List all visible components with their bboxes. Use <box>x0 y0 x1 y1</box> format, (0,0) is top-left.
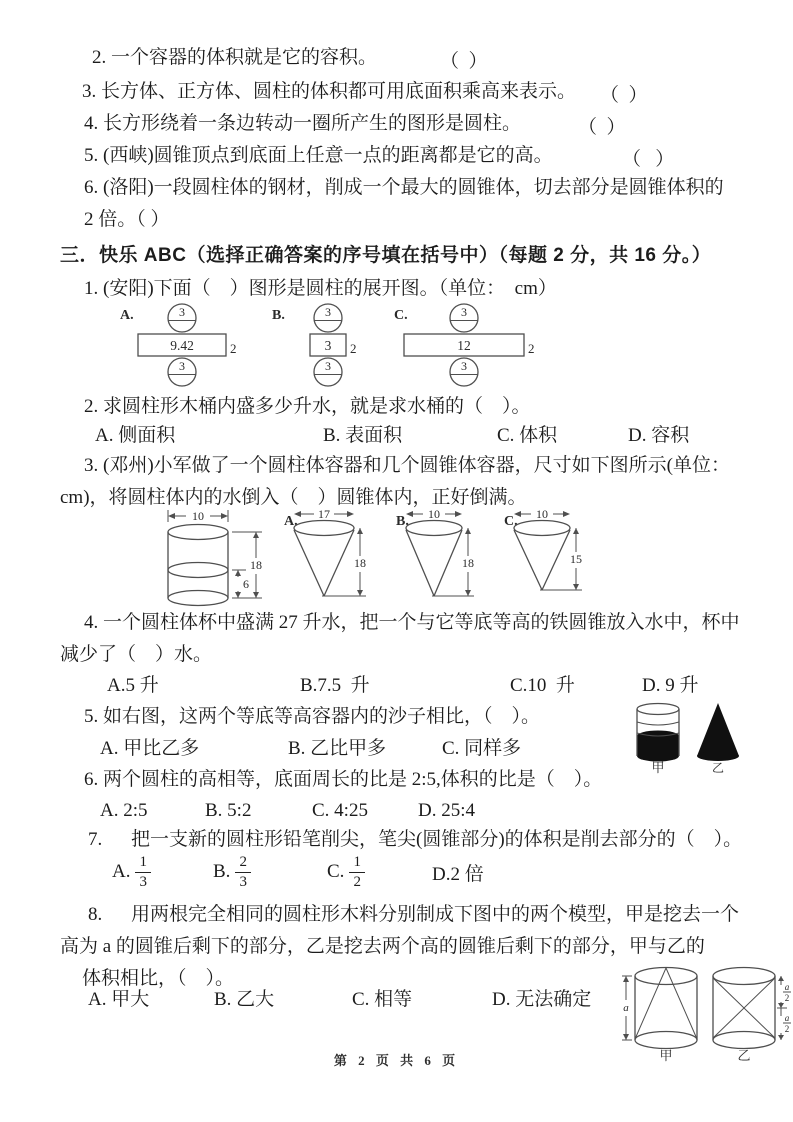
net-b-rect-dim: 3 <box>324 338 332 353</box>
q7-option-a-fraction <box>135 855 151 890</box>
mc-q7-option-a <box>112 849 151 895</box>
q7-option-a-label: A. <box>112 861 131 882</box>
q8-model-yi <box>713 968 791 1064</box>
mc-q4-option-d: D. 9 升 <box>642 675 699 696</box>
fraction-numerator: 1 <box>349 855 365 873</box>
mc-q3-line2: cm)，将圆柱体内的水倒入（ ）圆锥体内，正好倒满。 <box>60 487 527 508</box>
q8-label-jia: 甲 <box>659 1048 673 1063</box>
mc-q6-option-a: A. 2:5 <box>100 800 148 821</box>
mc-q4-option-a: A.5 升 <box>107 675 159 696</box>
q1-cylinder-net-diagram <box>112 299 537 393</box>
q1-net-c <box>394 304 535 386</box>
mc-q1-text: 1. (安阳)下面（ ）图形是圆柱的展开图。（单位： cm） <box>84 278 557 299</box>
net-a-height-dim: 2 <box>230 341 237 356</box>
mc-q7-option-c <box>327 849 365 895</box>
q1-net-a <box>120 304 237 386</box>
net-c-top-circle-dim: 3 <box>461 305 467 319</box>
q8-yi-upper-frac-den: 2 <box>784 993 790 1003</box>
mc-q2-option-a: A. 侧面积 <box>95 425 176 446</box>
q3-cyl-height-dim: 18 <box>250 558 262 572</box>
net-b-top-circle-dim: 3 <box>325 305 331 319</box>
q3-cone-a-diameter-dim: 17 <box>318 507 330 521</box>
judge-item-5: 5. (西峡)圆锥顶点到底面上任意一点的距离都是它的高。 <box>84 145 553 166</box>
net-a-top-circle-dim: 3 <box>179 305 185 319</box>
q5-cylinder-jia <box>637 704 679 776</box>
net-b-height-dim: 2 <box>350 341 357 356</box>
mc-q4-option-c: C.10 升 <box>510 675 575 696</box>
fraction-denominator: 3 <box>239 873 247 890</box>
mc-q5-option-b: B. 乙比甲多 <box>288 738 387 759</box>
q8-label-yi: 乙 <box>737 1048 751 1063</box>
q3-cyl-water-dim: 6 <box>243 577 249 591</box>
q8-yi-upper-frac-num: a <box>784 982 790 992</box>
q8-jia-height-dim: a <box>623 1002 629 1014</box>
q5-sand-containers-diagram <box>626 698 748 778</box>
fraction-denominator: 3 <box>139 873 147 890</box>
mc-q4-line2: 减少了（ ）水。 <box>60 644 213 665</box>
judge-item-2-paren: （ ） <box>440 51 488 72</box>
q3-cone-b-diameter-dim: 10 <box>428 507 440 521</box>
mc-q8-option-a: A. 甲大 <box>88 989 150 1010</box>
fraction-numerator: 2 <box>235 855 251 873</box>
mc-q8-line2: 高为 a 的圆锥后剩下的部分，乙是挖去两个高的圆锥后剩下的部分，甲与乙的 <box>60 936 705 957</box>
q3-cone-c-height-dim: 15 <box>570 552 582 566</box>
mc-q2-option-b: B. 表面积 <box>323 425 403 446</box>
mc-q4-option-b: B.7.5 升 <box>300 675 370 696</box>
mc-q2-option-c: C. 体积 <box>497 425 558 446</box>
mc-q8-option-c: C. 相等 <box>352 989 413 1010</box>
mc-q7-option-d <box>432 849 484 895</box>
q7-option-c-label: C. <box>327 861 345 882</box>
mc-q5-option-c: C. 同样多 <box>442 738 522 759</box>
net-a-label: A. <box>120 308 134 323</box>
mc-q2-option-d: D. 容积 <box>628 425 690 446</box>
judge-item-4: 4. 长方形绕着一条边转动一圈所产生的图形是圆柱。 <box>84 113 522 134</box>
mc-q6-text: 6. 两个圆柱的高相等，底面周长的比是 2:5,体积的比是（ ）。 <box>84 769 603 790</box>
net-c-height-dim: 2 <box>528 341 535 356</box>
judge-item-3-paren: （ ） <box>600 85 648 106</box>
q3-containers-diagram <box>156 506 588 608</box>
mc-q5-option-a: A. 甲比乙多 <box>100 738 200 759</box>
mc-q4-line1: 4. 一个圆柱体杯中盛满 27 升水，把一个与它等底等高的铁圆锥放入水中，杯中 <box>84 612 740 633</box>
fraction-numerator: 1 <box>135 855 151 873</box>
net-b-bottom-circle-dim: 3 <box>325 359 331 373</box>
q7-option-b-fraction <box>235 855 251 890</box>
judge-item-3: 3. 长方体、正方体、圆柱的体积都可用底面积乘高来表示。 <box>82 81 577 102</box>
net-c-label: C. <box>394 308 408 323</box>
judge-item-5-paren: （ ） <box>622 149 675 170</box>
fraction-denominator: 2 <box>353 873 361 890</box>
q3-cyl-diameter-dim: 10 <box>192 509 204 523</box>
net-a-bottom-circle-dim: 3 <box>179 359 185 373</box>
q3-cylinder <box>168 509 262 606</box>
mc-q6-option-d: D. 25:4 <box>418 800 475 821</box>
mc-q5-text: 5. 如右图，这两个等底等高容器内的沙子相比，（ ）。 <box>84 706 541 727</box>
q5-label-yi: 乙 <box>711 761 725 775</box>
mc-q8-line3: 体积相比，（ ）。 <box>82 968 235 989</box>
mc-q8-option-d: D. 无法确定 <box>492 989 592 1010</box>
mc-q2-text: 2. 求圆柱形木桶内盛多少升水，就是求水桶的（ ）。 <box>84 396 531 417</box>
mc-q6-option-b: B. 5:2 <box>205 800 252 821</box>
q3-cone-b <box>396 507 474 596</box>
mc-q7-option-b <box>213 849 251 895</box>
judge-item-6-line1: 6. (洛阳)一段圆柱体的钢材，削成一个最大的圆锥体，切去部分是圆锥体积的 <box>84 177 724 198</box>
net-c-bottom-circle-dim: 3 <box>461 359 467 373</box>
q8-models-diagram <box>616 960 793 1064</box>
mc-q7-number: 7. <box>88 829 103 850</box>
q3-cone-c-diameter-dim: 10 <box>536 507 548 521</box>
mc-q8-option-b: B. 乙大 <box>214 989 275 1010</box>
mc-q6-option-c: C. 4:25 <box>312 800 368 821</box>
q7-option-b-label: B. <box>213 861 231 882</box>
q5-label-jia: 甲 <box>651 760 665 775</box>
mc-q8-line1: 用两根完全相同的圆柱形木料分别制成下图中的两个模型，甲是挖去一个 <box>131 904 740 925</box>
q8-yi-lower-frac-num: a <box>784 1013 790 1023</box>
q3-cone-a-label: A. <box>284 514 298 529</box>
q5-cone-yi <box>697 703 739 775</box>
mc-q7-text: 把一支新的圆柱形铅笔削尖，笔尖(圆锥部分)的体积是削去部分的（ ）。 <box>131 829 743 850</box>
net-b-label: B. <box>272 308 285 323</box>
q1-net-b <box>272 304 357 386</box>
mc-q3-line1: 3. (邓州)小军做了一个圆柱体容器和几个圆锥体容器，尺寸如下图所示(单位： <box>84 455 730 476</box>
q3-cone-b-label: B. <box>396 514 409 529</box>
q8-yi-lower-frac-den: 2 <box>784 1024 790 1034</box>
judge-item-6-line2: 2 倍。（ ） <box>84 209 170 230</box>
q3-cone-c-label: C. <box>504 514 518 529</box>
judge-item-4-paren: （ ） <box>578 117 626 138</box>
q7-option-c-fraction <box>349 855 365 890</box>
section-3-title: 三．快乐 ABC（选择正确答案的序号填在括号中）（每题 2 分，共 16 分。） <box>60 245 712 266</box>
q3-cone-a <box>284 507 366 596</box>
q8-model-jia <box>622 968 697 1064</box>
page-number-footer: 第 2 页 共 6 页 <box>333 1053 460 1068</box>
net-a-rect-dim: 9.42 <box>170 338 194 353</box>
judge-item-2: 2. 一个容器的体积就是它的容积。 <box>92 47 378 68</box>
q3-cone-a-height-dim: 18 <box>354 556 366 570</box>
q3-cone-b-height-dim: 18 <box>462 556 474 570</box>
q3-cone-c <box>504 507 582 590</box>
net-c-rect-dim: 12 <box>457 338 471 353</box>
q7-option-d-label: D.2 倍 <box>432 863 484 885</box>
mc-q8-number: 8. <box>88 904 103 925</box>
